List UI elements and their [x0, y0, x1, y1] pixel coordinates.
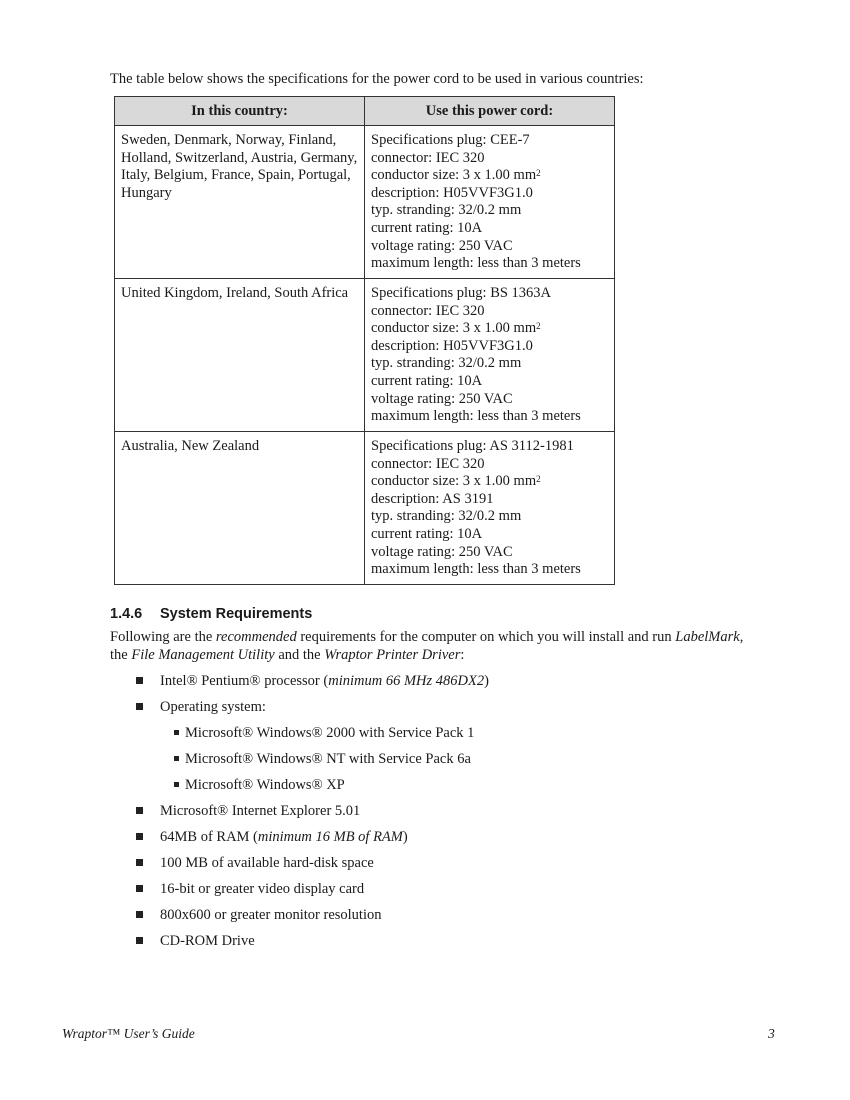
- para-text: Following are the: [110, 629, 216, 645]
- square-bullet-icon: [136, 859, 143, 866]
- para-emphasis: recommended: [215, 629, 297, 645]
- spec-length: maximum length: less than 3 meters: [371, 255, 581, 272]
- req-text: 800x600 or greater monitor resolution: [160, 907, 382, 923]
- list-item: [110, 698, 489, 802]
- spec-length: maximum length: less than 3 meters: [371, 561, 581, 578]
- small-square-bullet-icon: [174, 782, 179, 787]
- app-name-labelmark: LabelMark: [675, 629, 740, 645]
- spec-conductor-text: conductor size: 3 x 1.00 mm: [371, 473, 537, 490]
- header-power-cord: Use this power cord:: [365, 97, 615, 126]
- table-row: [115, 279, 615, 432]
- section-heading: [110, 606, 312, 622]
- square-bullet-icon: [136, 885, 143, 892]
- req-text: Operating system:: [160, 699, 266, 715]
- spec-conductor-sup: 2: [536, 321, 541, 332]
- list-item: [110, 672, 489, 698]
- req-text: Intel® Pentium® processor (: [160, 673, 329, 689]
- req-text: 16-bit or greater video display card: [160, 881, 365, 897]
- list-item: [160, 776, 489, 802]
- spec-current: current rating: 10A: [371, 525, 483, 542]
- spec-length: maximum length: less than 3 meters: [371, 408, 581, 425]
- page-number: 3: [768, 1026, 775, 1041]
- list-item: [110, 802, 489, 828]
- spec-conductor-sup: 2: [536, 168, 541, 179]
- spec-description: description: AS 3191: [371, 490, 494, 507]
- country-cell: United Kingdom, Ireland, South Africa: [115, 279, 365, 432]
- spec-conductor-text: conductor size: 3 x 1.00 mm: [371, 320, 537, 337]
- spec-stranding: typ. stranding: 32/0.2 mm: [371, 508, 522, 525]
- square-bullet-icon: [136, 703, 143, 710]
- spec-conductor-sup: 2: [536, 474, 541, 485]
- list-item: [110, 880, 489, 906]
- country-cell: Australia, New Zealand: [115, 432, 365, 585]
- spec-voltage: voltage rating: 250 VAC: [371, 237, 513, 254]
- power-cord-table: [114, 96, 615, 585]
- list-item: [110, 828, 489, 854]
- requirements-list: [110, 672, 489, 958]
- section-paragraph: [110, 628, 750, 664]
- table-row: [115, 432, 615, 585]
- spec-conductor-text: conductor size: 3 x 1.00 mm: [371, 167, 537, 184]
- req-text: ): [402, 829, 408, 845]
- spec-stranding: typ. stranding: 32/0.2 mm: [371, 202, 522, 219]
- spec-description: description: H05VVF3G1.0: [371, 184, 533, 201]
- intro-text: The table below shows the specifications for the power cord to be used in various countries:: [110, 71, 644, 87]
- spec-conductor: [371, 473, 608, 491]
- square-bullet-icon: [136, 677, 143, 684]
- req-emphasis: minimum 16 MB of RAM: [257, 829, 403, 845]
- list-item: [110, 932, 489, 958]
- list-item: [110, 906, 489, 932]
- para-text: requirements for the computer on which you will install and run: [296, 629, 676, 645]
- spec-voltage: voltage rating: 250 VAC: [371, 543, 513, 560]
- list-item: [160, 724, 489, 750]
- para-text: and the: [274, 647, 325, 663]
- spec-conductor: [371, 167, 608, 185]
- list-item: [160, 750, 489, 776]
- os-item: Microsoft® Windows® NT with Service Pack 6a: [185, 751, 471, 767]
- cord-spec-cell: [365, 432, 615, 585]
- small-square-bullet-icon: [174, 756, 179, 761]
- spec-stranding: typ. stranding: 32/0.2 mm: [371, 355, 522, 372]
- spec-connector: connector: IEC 320: [371, 302, 485, 319]
- req-text: Microsoft® Internet Explorer 5.01: [160, 803, 361, 819]
- spec-plug: Specifications plug: BS 1363A: [371, 285, 552, 301]
- os-item: Microsoft® Windows® 2000 with Service Pack 1: [185, 725, 475, 741]
- spec-current: current rating: 10A: [371, 219, 483, 236]
- small-square-bullet-icon: [174, 730, 179, 735]
- footer-title: Wraptor™ User’s Guide: [62, 1026, 195, 1041]
- spec-connector: connector: IEC 320: [371, 149, 485, 166]
- section-title: System Requirements: [160, 606, 313, 622]
- spec-description: description: H05VVF3G1.0: [371, 337, 533, 354]
- spec-plug: Specifications plug: CEE-7: [371, 132, 530, 148]
- cord-spec-cell: [365, 126, 615, 279]
- section-number: 1.4.6: [110, 606, 143, 622]
- para-text: , the: [110, 629, 744, 663]
- app-name-file-utility: File Management Utility: [131, 647, 275, 663]
- square-bullet-icon: [136, 911, 143, 918]
- country-cell: Sweden, Denmark, Norway, Finland, Holland, Switzerland, Austria, Germany, Italy, Belgium, France, Spain, Portugal, Hungary: [115, 126, 365, 279]
- req-text: CD-ROM Drive: [160, 933, 255, 949]
- square-bullet-icon: [136, 833, 143, 840]
- para-text: :: [460, 647, 465, 663]
- os-item: Microsoft® Windows® XP: [185, 777, 345, 793]
- req-text: ): [484, 673, 489, 689]
- table-header-row: [115, 97, 615, 126]
- req-emphasis: minimum 66 MHz 486DX2: [328, 673, 485, 689]
- os-sublist: [160, 724, 489, 802]
- square-bullet-icon: [136, 807, 143, 814]
- spec-current: current rating: 10A: [371, 372, 483, 389]
- table-row: [115, 126, 615, 279]
- req-text: 64MB of RAM (: [160, 829, 258, 845]
- list-item: [110, 854, 489, 880]
- cord-spec-cell: [365, 279, 615, 432]
- req-text: 100 MB of available hard-disk space: [160, 855, 374, 871]
- square-bullet-icon: [136, 937, 143, 944]
- spec-plug: Specifications plug: AS 3112-1981: [371, 438, 574, 454]
- spec-conductor: [371, 320, 608, 338]
- spec-connector: connector: IEC 320: [371, 455, 485, 472]
- spec-voltage: voltage rating: 250 VAC: [371, 390, 513, 407]
- app-name-printer-driver: Wraptor Printer Driver: [324, 647, 461, 663]
- header-country: In this country:: [115, 97, 365, 126]
